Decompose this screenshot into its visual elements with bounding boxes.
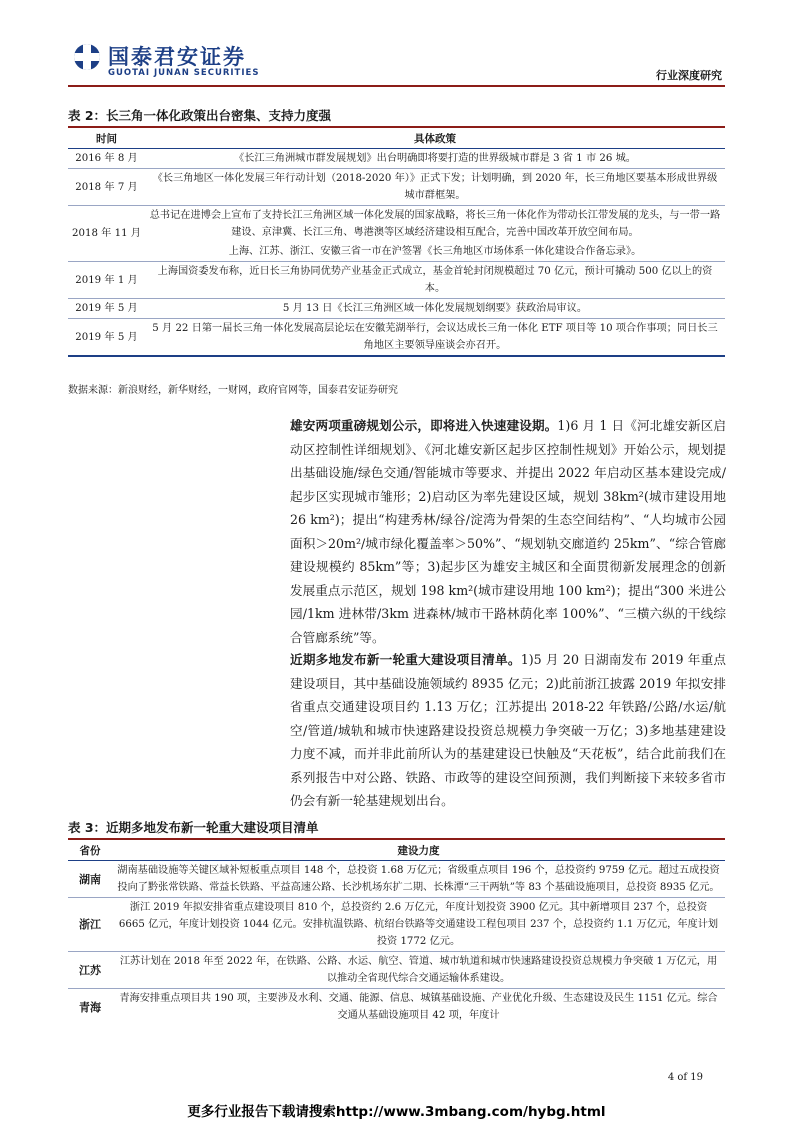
table2-time: 2016 年 8 月 [68,149,145,169]
table2-time: 2018 年 11 月 [68,206,145,262]
company-name-en: GUOTAI JUNAN SECURITIES [108,68,260,78]
table3-desc: 江苏计划在 2018 年至 2022 年，在铁路、公路、水运、航空、管道、城市轨道和城市快速路建设投资总规模力争突破 1 万亿元，用以推动全省现代综合交通运输体系建设。 [112,952,725,989]
table3-desc: 湖南基础设施等关键区域补短板重点项目 148 个，总投资 1.68 万亿元；省级重点项目 196 个，总投资约 9759 亿元。超过五成投资投向了黔张常铁路、常益长铁路、平益高速公路、长沙机场东扩二期、长株潭“三干两轨”等 83 个基础设施项目，总投资 8935 亿元。 [112,861,725,898]
table3-header-province: 省份 [68,839,112,861]
table-row [68,206,725,243]
table3-province: 湖南 [68,861,112,898]
header-divider [68,85,725,87]
table3-province: 江苏 [68,952,112,989]
table2-header-policy: 具体政策 [145,127,725,149]
table-row [68,299,725,319]
paragraph-xiongan-lead: 雄安两项重磅规划公示，即将进入快速建设期。 [290,418,558,433]
table3 [68,838,725,1025]
table-row [68,242,725,262]
table-row [68,989,725,1026]
footer-link[interactable]: 更多行业报告下载请搜索http://www.3mbang.com/hybg.html [187,1104,606,1120]
table3-province: 浙江 [68,898,112,952]
table3-title: 表 3：近期多地发布新一轮重大建设项目清单 [68,820,319,835]
table3-desc: 青海安排重点项目共 190 项，主要涉及水利、交通、能源、信息、城镇基础设施、产业优化升级、生态建设及民生 1151 亿元。综合交通从基础设施项目 42 项，年度计 [119,993,718,1021]
paragraph-xiongan [290,414,726,649]
table2-time: 2019 年 5 月 [75,331,138,343]
table-row [68,319,725,357]
company-logo-icon [74,44,100,70]
table3-province: 青海 [79,1000,101,1014]
table-row [68,861,725,898]
table3-header-desc: 建设力度 [112,839,725,861]
table2-policy: 总书记在进博会上宣布了支持长江三角洲区域一体化发展的国家战略，将长三角一体化作为带动长江带发展的龙头，与一带一路建设、京津冀、长江三角、粤港澳等区域经济建设相互配合，完善中国改革开放空间布局。 [149,210,721,238]
table2-policy: 上海国资委发布称，近日长三角协同优势产业基金正式成立，基金首轮封闭规模超过 70 亿元，预计可撬动 500 亿以上的资本。 [145,262,725,299]
table2-time: 2018 年 7 月 [68,169,145,206]
table3-desc: 浙江 2019 年拟安排省重点建设项目 810 个，总投资约 2.6 万亿元，年度计划投资 3900 亿元。其中新增项目 237 个，总投资 6665 亿元，年度计划投资 1044 亿元。安排杭温铁路、杭绍台铁路等交通建设工程包项目 237 个，总投资约 1.1 万亿元，年度计划投资 1772 亿元。 [112,898,725,952]
company-name-cn: 国泰君安证券 [108,45,246,69]
report-type: 行业深度研究 [656,69,722,82]
paragraph-xiongan-body: 1)6 月 1 日《河北雄安新区启动区控制性详细规划》、《河北雄安新区起步区控制性规划》开始公示，规划提出基础设施/绿色交通/智能城市等要求、并提出 2022 年启动区基本建设完成/起步区实现城市雏形；2)启动区为率先建设区域，规划 38km²(城市建设用地 26 km²)；提出“构建秀林/绿谷/淀湾为骨架的生态空间结构”、“人均城市公园面积＞20m²/城市绿化覆盖率＞50%”、“规划轨交廊道约 25km”、“综合管廊建设规模约 85km”等；3)起步区为雄安主城区和全面贯彻新发展理念的创新发展重点示范区，规划 198 km²(城市建设用地 100 km²)；提出“300 米进公园/1km 进林带/3km 进森林/城市干路林荫化率 100%”、“三横六纵的干线综合管廊系统”等。 [290,418,727,645]
table2-time: 2019 年 5 月 [68,299,145,319]
page-number: 4 of 19 [667,1072,703,1083]
table2 [68,126,725,357]
table-row [68,898,725,952]
table2-source: 数据来源：新浪财经，新华财经，一财网，政府官网等，国泰君安证券研究 [68,385,398,396]
table-row [68,262,725,299]
table2-policy: 5 月 13 日《长江三角洲区域一体化发展规划纲要》获政治局审议。 [145,299,725,319]
table2-policy: 《长江三角洲城市群发展规划》出台明确即将要打造的世界级城市群是 3 省 1 市 26 城。 [145,149,725,169]
table2-policy: 上海、江苏、浙江、安徽三省一市在沪签署《长三角地区市场体系一体化建设合作备忘录》。 [145,242,725,262]
paragraph-projects-body: 1)5 月 20 日湖南发布 2019 年重点建设项目，其中基础设施领域约 8935 亿元；2)此前浙江披露 2019 年拟安排省重点交通建设项目约 1.13 万亿；江苏提出 2018-22 年铁路/公路/水运/航空/管道/城轨和城市快速路建设投资总规模力争突破一万亿；3)多地基建建设力度不减，而并非此前所认为的基建建设已快触及“天花板”，结合此前我们在系列报告中对公路、铁路、市政等的建设空间预测，我们判断接下来较多省市仍会有新一轮基建规划出台。 [290,652,727,808]
paragraph-projects [290,648,726,813]
table-row [68,952,725,989]
table2-policy: 5 月 22 日第一届长三角一体化发展高层论坛在安徽芜湖举行，会议达成长三角一体化 ETF 项目等 10 项合作事项；同日长三角地区主要领导座谈会亦召开。 [152,323,718,351]
table2-header-time: 时间 [68,127,145,149]
paragraph-projects-lead: 近期多地发布新一轮重大建设项目清单。 [290,652,521,667]
table2-policy: 《长三角地区一体化发展三年行动计划（2018-2020 年）》正式下发；计划明确，到 2020 年，长三角地区要基本形成世界级城市群框架。 [145,169,725,206]
table2-title: 表 2：长三角一体化政策出台密集、支持力度强 [68,108,332,123]
table-row [68,149,725,169]
table2-time: 2019 年 1 月 [68,262,145,299]
table-row [68,169,725,206]
